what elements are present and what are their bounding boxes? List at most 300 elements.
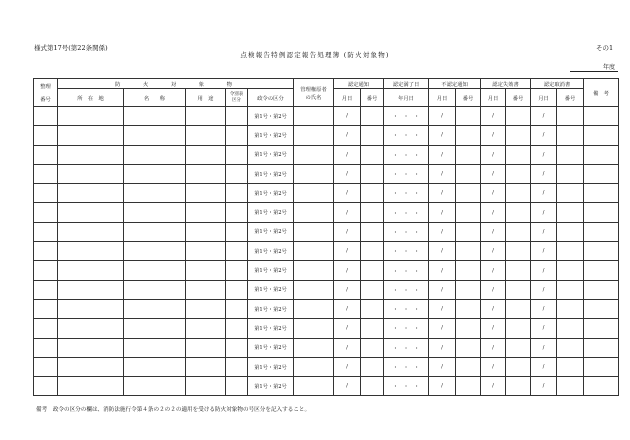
cell-seiri-bangou <box>34 357 58 376</box>
cell-torikeshi-gappi: / <box>531 299 557 318</box>
cell-tsuchi-bangou <box>361 357 384 376</box>
cell-funintei-gappi: / <box>429 203 456 222</box>
cell-youto <box>186 145 226 164</box>
cell-youto <box>186 164 226 183</box>
cell-shikko-gappi: / <box>481 280 506 299</box>
cell-shozaichi <box>58 261 124 280</box>
cell-seiri-bangou <box>34 107 58 126</box>
header-torikeshi-bangou: 番号 <box>557 89 584 107</box>
header-torikeshi: 認定取消書 <box>531 79 584 89</box>
cell-shikko-gappi: / <box>481 338 506 357</box>
cell-torikeshi-gappi: / <box>531 107 557 126</box>
cell-torikeshi-bangou <box>557 222 584 241</box>
year-label: 年度 <box>603 64 616 71</box>
register-table <box>33 78 619 396</box>
cell-shozaichi <box>58 299 124 318</box>
cell-torikeshi-gappi: / <box>531 184 557 203</box>
cell-seirei: 第1号・第2号 <box>248 184 294 203</box>
cell-biko <box>584 261 619 280</box>
cell-shikko-bangou <box>506 280 531 299</box>
cell-youto <box>186 377 226 396</box>
header-shikko: 認定失効書 <box>481 79 531 89</box>
cell-biko <box>584 126 619 145</box>
cell-youto <box>186 261 226 280</box>
header-tsuchi-gappi: 月日 <box>334 89 361 107</box>
cell-seirei: 第1号・第2号 <box>248 203 294 222</box>
cell-tsuchi-bangou <box>361 164 384 183</box>
cell-biko <box>584 357 619 376</box>
table-row <box>34 126 619 145</box>
cell-shikko-gappi: / <box>481 126 506 145</box>
cell-funintei-bangou <box>456 184 481 203</box>
cell-manryo-nengappi: ・ ・ ・ <box>384 242 429 261</box>
cell-tsuchi-bangou <box>361 242 384 261</box>
cell-torikeshi-bangou <box>557 242 584 261</box>
header-bangou: 番号 <box>40 97 51 103</box>
cell-shozaichi <box>58 145 124 164</box>
cell-tsuchi-gappi: / <box>334 261 361 280</box>
cell-tsuchi-bangou <box>361 203 384 222</box>
cell-reibeppyo <box>226 377 248 396</box>
cell-shozaichi <box>58 280 124 299</box>
cell-funintei-gappi: / <box>429 126 456 145</box>
cell-tsuchi-gappi: / <box>334 319 361 338</box>
header-funintei-gappi: 月日 <box>429 89 456 107</box>
table-row <box>34 299 619 318</box>
cell-torikeshi-gappi: / <box>531 261 557 280</box>
table-row <box>34 280 619 299</box>
cell-manryo-nengappi: ・ ・ ・ <box>384 164 429 183</box>
cell-torikeshi-gappi: / <box>531 203 557 222</box>
cell-kanri <box>294 319 334 338</box>
cell-reibeppyo <box>226 107 248 126</box>
cell-torikeshi-bangou <box>557 280 584 299</box>
cell-torikeshi-bangou <box>557 261 584 280</box>
header-torikeshi-gappi: 月日 <box>531 89 557 107</box>
cell-funintei-gappi: / <box>429 338 456 357</box>
cell-meisho <box>124 184 186 203</box>
cell-biko <box>584 203 619 222</box>
cell-manryo-nengappi: ・ ・ ・ <box>384 184 429 203</box>
header-reibeppyo <box>226 89 248 107</box>
cell-biko <box>584 145 619 164</box>
cell-biko <box>584 107 619 126</box>
cell-youto <box>186 299 226 318</box>
cell-funintei-bangou <box>456 222 481 241</box>
cell-seiri-bangou <box>34 222 58 241</box>
cell-torikeshi-bangou <box>557 357 584 376</box>
cell-funintei-bangou <box>456 357 481 376</box>
cell-seiri-bangou <box>34 319 58 338</box>
cell-tsuchi-gappi: / <box>334 222 361 241</box>
cell-shikko-gappi: / <box>481 222 506 241</box>
table-row <box>34 377 619 396</box>
cell-shikko-gappi: / <box>481 299 506 318</box>
cell-shozaichi <box>58 107 124 126</box>
cell-tsuchi-gappi: / <box>334 184 361 203</box>
cell-shikko-gappi: / <box>481 145 506 164</box>
cell-seiri-bangou <box>34 338 58 357</box>
cell-torikeshi-bangou <box>557 319 584 338</box>
cell-kanri <box>294 107 334 126</box>
header-meisho: 名 称 <box>124 89 186 107</box>
cell-torikeshi-gappi: / <box>531 126 557 145</box>
cell-shikko-bangou <box>506 164 531 183</box>
cell-seirei: 第1号・第2号 <box>248 280 294 299</box>
cell-kanri <box>294 280 334 299</box>
cell-shikko-bangou <box>506 107 531 126</box>
header-funintei-bangou: 番号 <box>456 89 481 107</box>
cell-biko <box>584 319 619 338</box>
cell-tsuchi-bangou <box>361 377 384 396</box>
cell-seiri-bangou <box>34 164 58 183</box>
cell-seiri-bangou <box>34 126 58 145</box>
table-row <box>34 338 619 357</box>
cell-funintei-gappi: / <box>429 145 456 164</box>
cell-seiri-bangou <box>34 377 58 396</box>
cell-kanri <box>294 261 334 280</box>
cell-shikko-gappi: / <box>481 261 506 280</box>
table-body <box>34 107 619 396</box>
header-reibeppyo-line2: 区分 <box>232 97 241 103</box>
cell-shikko-bangou <box>506 338 531 357</box>
cell-seiri-bangou <box>34 261 58 280</box>
form-number: 様式第17号(第22条関係) <box>34 44 108 52</box>
header-shikko-bangou: 番号 <box>506 89 531 107</box>
cell-seirei: 第1号・第2号 <box>248 126 294 145</box>
cell-tsuchi-bangou <box>361 280 384 299</box>
header-seirei: 政令の区分 <box>248 89 294 107</box>
cell-torikeshi-bangou <box>557 299 584 318</box>
cell-biko <box>584 222 619 241</box>
header-tsuchi-bangou: 番号 <box>361 89 384 107</box>
cell-tsuchi-bangou <box>361 319 384 338</box>
cell-torikeshi-bangou <box>557 164 584 183</box>
cell-funintei-gappi: / <box>429 164 456 183</box>
cell-kanri <box>294 145 334 164</box>
cell-shikko-bangou <box>506 357 531 376</box>
cell-torikeshi-bangou <box>557 126 584 145</box>
cell-funintei-gappi: / <box>429 261 456 280</box>
cell-reibeppyo <box>226 145 248 164</box>
cell-torikeshi-bangou <box>557 338 584 357</box>
page-title: 点検報告特例認定報告処理簿 (防火対象物) <box>240 51 390 59</box>
cell-manryo-nengappi: ・ ・ ・ <box>384 261 429 280</box>
cell-reibeppyo <box>226 357 248 376</box>
cell-shikko-gappi: / <box>481 357 506 376</box>
cell-funintei-bangou <box>456 377 481 396</box>
cell-tsuchi-gappi: / <box>334 126 361 145</box>
cell-torikeshi-gappi: / <box>531 377 557 396</box>
cell-seirei: 第1号・第2号 <box>248 242 294 261</box>
cell-youto <box>186 222 226 241</box>
cell-manryo-nengappi: ・ ・ ・ <box>384 299 429 318</box>
table-row <box>34 261 619 280</box>
cell-funintei-bangou <box>456 280 481 299</box>
cell-reibeppyo <box>226 184 248 203</box>
cell-shozaichi <box>58 126 124 145</box>
cell-reibeppyo <box>226 126 248 145</box>
cell-funintei-gappi: / <box>429 222 456 241</box>
cell-funintei-bangou <box>456 107 481 126</box>
cell-meisho <box>124 261 186 280</box>
cell-manryo-nengappi: ・ ・ ・ <box>384 222 429 241</box>
cell-biko <box>584 338 619 357</box>
cell-youto <box>186 338 226 357</box>
cell-youto <box>186 107 226 126</box>
cell-tsuchi-bangou <box>361 126 384 145</box>
cell-meisho <box>124 319 186 338</box>
cell-reibeppyo <box>226 338 248 357</box>
cell-seirei: 第1号・第2号 <box>248 164 294 183</box>
cell-meisho <box>124 280 186 299</box>
table-row <box>34 145 619 164</box>
cell-shikko-gappi: / <box>481 377 506 396</box>
cell-funintei-bangou <box>456 261 481 280</box>
cell-tsuchi-bangou <box>361 184 384 203</box>
cell-tsuchi-gappi: / <box>334 242 361 261</box>
cell-youto <box>186 242 226 261</box>
cell-tsuchi-gappi: / <box>334 107 361 126</box>
cell-tsuchi-gappi: / <box>334 357 361 376</box>
cell-manryo-nengappi: ・ ・ ・ <box>384 280 429 299</box>
cell-youto <box>186 184 226 203</box>
cell-shozaichi <box>58 338 124 357</box>
cell-shikko-gappi: / <box>481 319 506 338</box>
cell-meisho <box>124 299 186 318</box>
cell-manryo-nengappi: ・ ・ ・ <box>384 377 429 396</box>
cell-funintei-bangou <box>456 319 481 338</box>
cell-kanri <box>294 338 334 357</box>
cell-reibeppyo <box>226 203 248 222</box>
cell-funintei-bangou <box>456 299 481 318</box>
cell-meisho <box>124 107 186 126</box>
cell-seirei: 第1号・第2号 <box>248 107 294 126</box>
cell-seirei: 第1号・第2号 <box>248 338 294 357</box>
cell-torikeshi-gappi: / <box>531 164 557 183</box>
cell-kanri <box>294 126 334 145</box>
cell-torikeshi-gappi: / <box>531 319 557 338</box>
header-shikko-gappi: 月日 <box>481 89 506 107</box>
cell-manryo-nengappi: ・ ・ ・ <box>384 319 429 338</box>
cell-biko <box>584 242 619 261</box>
cell-tsuchi-bangou <box>361 107 384 126</box>
cell-shikko-gappi: / <box>481 184 506 203</box>
cell-kanri <box>294 242 334 261</box>
cell-tsuchi-gappi: / <box>334 145 361 164</box>
cell-funintei-gappi: / <box>429 377 456 396</box>
cell-tsuchi-gappi: / <box>334 164 361 183</box>
cell-meisho <box>124 377 186 396</box>
cell-seirei: 第1号・第2号 <box>248 377 294 396</box>
table-row <box>34 319 619 338</box>
cell-youto <box>186 126 226 145</box>
header-kanri <box>294 79 334 107</box>
footnote: 備考 政令の区分の欄は、消防法施行令第４条の２の２の適用を受ける防火対象物の号区分を記入すること。 <box>36 407 311 413</box>
cell-seiri-bangou <box>34 242 58 261</box>
cell-youto <box>186 280 226 299</box>
cell-tsuchi-bangou <box>361 338 384 357</box>
cell-seirei: 第1号・第2号 <box>248 145 294 164</box>
cell-kanri <box>294 299 334 318</box>
cell-torikeshi-bangou <box>557 377 584 396</box>
cell-tsuchi-gappi: / <box>334 280 361 299</box>
cell-funintei-bangou <box>456 242 481 261</box>
cell-torikeshi-gappi: / <box>531 338 557 357</box>
cell-kanri <box>294 164 334 183</box>
table-row <box>34 184 619 203</box>
cell-funintei-gappi: / <box>429 184 456 203</box>
cell-funintei-bangou <box>456 164 481 183</box>
cell-meisho <box>124 222 186 241</box>
cell-meisho <box>124 203 186 222</box>
cell-meisho <box>124 145 186 164</box>
cell-biko <box>584 184 619 203</box>
cell-funintei-gappi: / <box>429 107 456 126</box>
cell-shikko-bangou <box>506 145 531 164</box>
cell-seiri-bangou <box>34 299 58 318</box>
cell-seiri-bangou <box>34 145 58 164</box>
cell-youto <box>186 319 226 338</box>
cell-shikko-gappi: / <box>481 242 506 261</box>
cell-shozaichi <box>58 164 124 183</box>
cell-meisho <box>124 242 186 261</box>
cell-shikko-bangou <box>506 126 531 145</box>
header-nintei-tsuchi: 認定通知 <box>334 79 384 89</box>
cell-kanri <box>294 357 334 376</box>
cell-seiri-bangou <box>34 184 58 203</box>
cell-seirei: 第1号・第2号 <box>248 222 294 241</box>
cell-funintei-gappi: / <box>429 280 456 299</box>
header-bouka-taishobutsu: 防 火 対 象 物 <box>58 79 294 89</box>
table-row <box>34 164 619 183</box>
cell-shikko-gappi: / <box>481 164 506 183</box>
cell-kanri <box>294 222 334 241</box>
header-kanri-line1: 管理権原者 <box>300 86 327 93</box>
cell-meisho <box>124 357 186 376</box>
table-row <box>34 242 619 261</box>
cell-seirei: 第1号・第2号 <box>248 319 294 338</box>
cell-funintei-bangou <box>456 203 481 222</box>
cell-kanri <box>294 184 334 203</box>
cell-tsuchi-gappi: / <box>334 203 361 222</box>
header-reibeppyo-line1: 令別表 <box>229 91 244 97</box>
cell-kanri <box>294 203 334 222</box>
cell-torikeshi-bangou <box>557 203 584 222</box>
table-row <box>34 107 619 126</box>
cell-reibeppyo <box>226 164 248 183</box>
cell-shikko-gappi: / <box>481 107 506 126</box>
cell-torikeshi-gappi: / <box>531 242 557 261</box>
header-manryo-nengappi: 年月日 <box>384 89 429 107</box>
cell-biko <box>584 377 619 396</box>
table-row <box>34 203 619 222</box>
cell-shikko-bangou <box>506 377 531 396</box>
cell-shikko-bangou <box>506 203 531 222</box>
cell-reibeppyo <box>226 280 248 299</box>
header-funintei: 不認定通知 <box>429 79 481 89</box>
cell-torikeshi-bangou <box>557 107 584 126</box>
cell-shikko-bangou <box>506 222 531 241</box>
cell-seirei: 第1号・第2号 <box>248 299 294 318</box>
header-kanri-line2: の氏名 <box>305 94 322 101</box>
cell-shikko-bangou <box>506 261 531 280</box>
cell-reibeppyo <box>226 242 248 261</box>
header-shozaichi: 所 在 地 <box>58 89 124 107</box>
cell-shozaichi <box>58 184 124 203</box>
cell-manryo-nengappi: ・ ・ ・ <box>384 145 429 164</box>
cell-funintei-bangou <box>456 145 481 164</box>
cell-torikeshi-bangou <box>557 184 584 203</box>
cell-funintei-gappi: / <box>429 242 456 261</box>
cell-meisho <box>124 164 186 183</box>
cell-shikko-bangou <box>506 242 531 261</box>
cell-torikeshi-gappi: / <box>531 222 557 241</box>
cell-reibeppyo <box>226 222 248 241</box>
cell-shozaichi <box>58 377 124 396</box>
header-biko: 備 考 <box>584 79 619 107</box>
cell-shozaichi <box>58 319 124 338</box>
cell-reibeppyo <box>226 261 248 280</box>
cell-tsuchi-gappi: / <box>334 299 361 318</box>
cell-meisho <box>124 338 186 357</box>
cell-torikeshi-bangou <box>557 145 584 164</box>
table-row <box>34 222 619 241</box>
cell-funintei-gappi: / <box>429 357 456 376</box>
cell-shikko-bangou <box>506 319 531 338</box>
cell-manryo-nengappi: ・ ・ ・ <box>384 107 429 126</box>
table-row <box>34 357 619 376</box>
cell-seiri-bangou <box>34 280 58 299</box>
cell-seirei: 第1号・第2号 <box>248 261 294 280</box>
cell-meisho <box>124 126 186 145</box>
header-seiri-bangou <box>34 79 58 107</box>
header-nintei-manryo: 認定満了日 <box>384 79 429 89</box>
cell-manryo-nengappi: ・ ・ ・ <box>384 126 429 145</box>
cell-tsuchi-bangou <box>361 145 384 164</box>
cell-funintei-bangou <box>456 338 481 357</box>
cell-manryo-nengappi: ・ ・ ・ <box>384 338 429 357</box>
cell-shozaichi <box>58 242 124 261</box>
cell-tsuchi-gappi: / <box>334 377 361 396</box>
cell-seiri-bangou <box>34 203 58 222</box>
cell-shozaichi <box>58 222 124 241</box>
cell-funintei-bangou <box>456 126 481 145</box>
cell-reibeppyo <box>226 319 248 338</box>
cell-tsuchi-bangou <box>361 222 384 241</box>
cell-shikko-gappi: / <box>481 203 506 222</box>
cell-funintei-gappi: / <box>429 319 456 338</box>
cell-youto <box>186 203 226 222</box>
sheet-label: その1 <box>596 44 614 52</box>
cell-manryo-nengappi: ・ ・ ・ <box>384 203 429 222</box>
cell-shozaichi <box>58 357 124 376</box>
cell-biko <box>584 164 619 183</box>
cell-torikeshi-gappi: / <box>531 280 557 299</box>
cell-biko <box>584 299 619 318</box>
cell-seirei: 第1号・第2号 <box>248 357 294 376</box>
cell-tsuchi-bangou <box>361 299 384 318</box>
cell-youto <box>186 357 226 376</box>
cell-tsuchi-gappi: / <box>334 338 361 357</box>
cell-kanri <box>294 377 334 396</box>
cell-funintei-gappi: / <box>429 299 456 318</box>
cell-biko <box>584 280 619 299</box>
cell-tsuchi-bangou <box>361 261 384 280</box>
header-seiri: 整理 <box>40 84 51 90</box>
cell-shozaichi <box>58 203 124 222</box>
cell-torikeshi-gappi: / <box>531 145 557 164</box>
